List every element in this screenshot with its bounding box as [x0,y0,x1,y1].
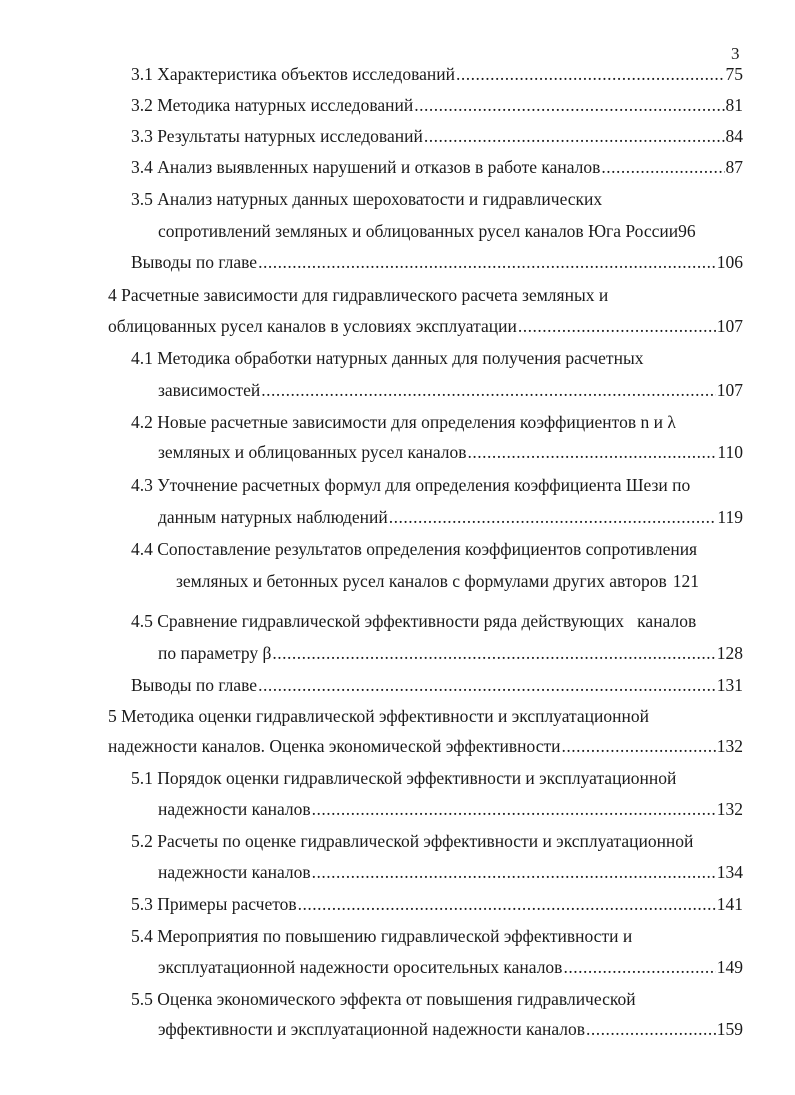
toc-page-number: 81 [725,95,743,115]
toc-entry-5-2-line2[interactable] [158,860,743,884]
toc-entry-3-4[interactable] [131,155,743,179]
toc-leader-dots [456,62,725,86]
toc-leader-dots [258,250,716,274]
toc-entry-title: 3.1 Характеристика объектов исследований [131,64,455,84]
toc-entry-ch4-conclusions[interactable] [131,673,743,697]
toc-page-number: 121 [672,571,699,591]
toc-leader-dots [468,440,717,464]
toc-chapter-5-line2[interactable] [108,734,743,758]
toc-entry-title: надежности каналов [158,862,311,882]
toc-entry-4-2-line2[interactable] [158,440,743,464]
toc-entry-3-5-line1[interactable]: 3.5 Анализ натурных данных шероховатости и гидравлических [131,189,603,209]
toc-page-number: 141 [716,894,743,914]
toc-entry-title: 3.4 Анализ выявленных нарушений и отказов в работе каналов [131,157,601,177]
toc-chapter-4-line2[interactable] [108,314,743,338]
toc-leader-dots [563,955,715,979]
toc-entry-3-2[interactable] [131,93,743,117]
toc-entry-4-5-line1[interactable]: 4.5 Сравнение гидравлической эффективности ряда действующих каналов [131,611,697,631]
toc-entry-4-5-line2[interactable] [158,641,743,665]
toc-page-number: 84 [725,126,743,146]
toc-leader-dots [312,860,716,884]
toc-page-number: 107 [716,380,743,400]
toc-entry-4-2-line1[interactable]: 4.2 Новые расчетные зависимости для определения коэффициентов n и λ [131,412,676,432]
toc-entry-4-1-line2[interactable] [158,378,743,402]
toc-page-number: 87 [725,157,743,177]
toc-leader-dots [258,673,716,697]
toc-entry-5-3[interactable] [131,892,743,916]
toc-entry-5-2-line1[interactable]: 5.2 Расчеты по оценке гидравлической эффективности и эксплуатационной [131,831,694,851]
toc-page-number: 159 [716,1019,743,1039]
toc-leader-dots [389,505,717,529]
toc-leader-dots [261,378,716,402]
toc-leader-dots [586,1017,716,1041]
toc-leader-dots [414,93,724,117]
toc-entry-title: зависимостей [158,380,261,400]
toc-entry-3-3[interactable] [131,124,743,148]
toc-entry-title: 3.3 Результаты натурных исследований [131,126,423,146]
toc-page-number: 128 [716,643,743,663]
toc-page-number: 96 [678,221,696,241]
toc-leader-dots [272,641,715,665]
toc-entry-5-4-line1[interactable]: 5.4 Мероприятия по повышению гидравлической эффективности и [131,926,633,946]
toc-chapter-4-line1[interactable]: 4 Расчетные зависимости для гидравлического расчета земляных и [108,285,609,305]
toc-entry-title: сопротивлений земляных и облицованных русел каналов Юга России [158,221,679,241]
toc-entry-title: эффективности и эксплуатационной надежности каналов [158,1019,585,1039]
toc-entry-title: надежности каналов [158,799,311,819]
toc-page-number: 106 [716,252,743,272]
toc-page-number: 134 [716,862,743,882]
toc-entry-title: 5.3 Примеры расчетов [131,894,297,914]
toc-entry-title: Выводы по главе [131,252,258,272]
toc-page-number: 110 [717,442,743,462]
toc-entry-5-5-line2[interactable] [158,1017,743,1041]
toc-chapter-5-line1[interactable]: 5 Методика оценки гидравлической эффективности и эксплуатационной [108,706,649,726]
toc-leader-dots [298,892,716,916]
toc-page-number: 75 [725,64,743,84]
toc-page-number: 107 [716,316,743,336]
toc-entry-4-4-line1[interactable]: 4.4 Сопоставление результатов определения коэффициентов сопротивления [131,539,698,559]
toc-entry-5-5-line1[interactable]: 5.5 Оценка экономического эффекта от повышения гидравлической [131,989,636,1009]
toc-page-number: 132 [716,736,743,756]
toc-leader-dots [562,734,716,758]
toc-entry-title: Выводы по главе [131,675,258,695]
toc-entry-title: 3.2 Методика натурных исследований [131,95,414,115]
toc-page-number: 149 [716,957,743,977]
toc-entry-3-5-line2[interactable] [158,219,743,243]
toc-page-number: 119 [717,507,743,527]
toc-entry-title: земляных и облицованных русел каналов [158,442,467,462]
toc-entry-4-3-line2[interactable] [158,505,743,529]
toc-page-number: 132 [716,799,743,819]
toc-entry-4-3-line1[interactable]: 4.3 Уточнение расчетных формул для определения коэффициента Шези по [131,475,691,495]
toc-entry-title: по параметру β [158,643,272,663]
toc-leader-dots [312,797,716,821]
toc-entry-title: земляных и бетонных русел каналов с формулами других авторов [176,571,667,591]
toc-entry-title: эксплуатационной надежности оросительных каналов [158,957,563,977]
toc-entry-ch3-conclusions[interactable] [131,250,743,274]
toc-leader-dots [518,314,716,338]
page-number: 3 [731,44,740,63]
toc-entry-5-1-line1[interactable]: 5.1 Порядок оценки гидравлической эффективности и эксплуатационной [131,768,677,788]
toc-page-number: 131 [716,675,743,695]
toc-entry-5-1-line2[interactable] [158,797,743,821]
toc-entry-title: надежности каналов. Оценка экономической эффективности [108,736,561,756]
toc-entry-title: данным натурных наблюдений [158,507,388,527]
toc-entry-3-1[interactable] [131,62,743,86]
toc-leader-dots [424,124,725,148]
toc-entry-4-4-line2[interactable] [176,569,743,593]
toc-entry-title: облицованных русел каналов в условиях эксплуатации [108,316,517,336]
toc-entry-4-1-line1[interactable]: 4.1 Методика обработки натурных данных для получения расчетных [131,348,644,368]
toc-entry-5-4-line2[interactable] [158,955,743,979]
toc-leader-dots [601,155,724,179]
